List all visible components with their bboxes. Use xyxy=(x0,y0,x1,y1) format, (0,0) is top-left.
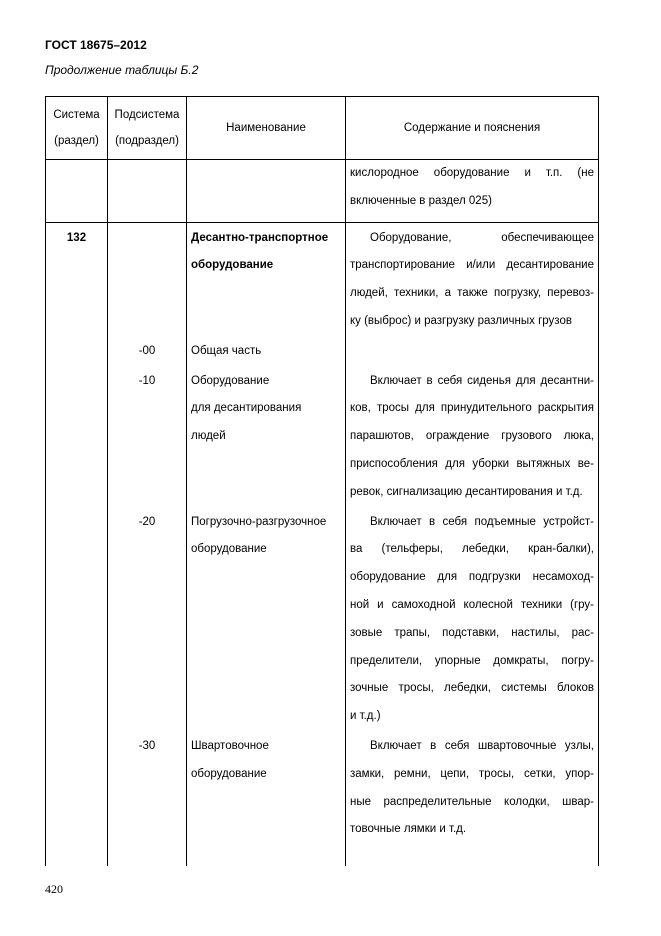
table-header-row xyxy=(46,97,599,160)
table-row-carry-over xyxy=(46,160,599,223)
header-system: Система (раздел) xyxy=(46,97,108,160)
subsystem-name: Общая часть xyxy=(187,336,346,366)
table-continuation-caption: Продолжение таблицы Б.2 xyxy=(45,63,199,77)
table-row-subsystem-30 xyxy=(46,731,599,844)
table-row-continues xyxy=(46,844,599,866)
header-name: Наименование xyxy=(187,97,346,160)
subsystem-description: Включает в себя сиденья для десантни- ков, тросы для принудительного раскрытия парашютов, ограждение грузового люка, приспособления для уборки вытяжных ве- ревок, сигнализацию десантирования и т.д. xyxy=(346,366,599,507)
subsystem-code: -10 xyxy=(108,366,187,507)
table-row-subsystem-10 xyxy=(46,366,599,507)
system-name: Десантно-транспортное оборудование xyxy=(187,222,346,336)
header-description: Содержание и пояснения xyxy=(346,97,599,160)
subsystem-code: -20 xyxy=(108,507,187,731)
subsystem-name: Оборудование для десантирования людей xyxy=(187,366,346,507)
table-row-system xyxy=(46,222,599,336)
subsystem-description: Включает в себя швартовочные узлы, замки, ремни, цепи, тросы, сетки, упор- ные распределительные колодки, швар- товочные лямки и т.д. xyxy=(346,731,599,844)
subsystem-name: Швартовочное оборудование xyxy=(187,731,346,844)
page-number: 420 xyxy=(45,882,63,896)
subsystem-code: -00 xyxy=(108,336,187,366)
system-description: Оборудование, обеспечивающее транспортирование и/или десантирование людей, техники, а также погрузку, перевоз- ку (выброс) и разгрузку различных грузов xyxy=(346,222,599,336)
table-row-subsystem-00 xyxy=(46,336,599,366)
subsystem-name: Погрузочно-разгрузочное оборудование xyxy=(187,507,346,731)
classification-table xyxy=(45,96,599,866)
header-subsystem: Подсистема (подраздел) xyxy=(108,97,187,160)
description-cell: кислородное оборудование и т.п. (не включенные в раздел 025) xyxy=(346,160,599,223)
document-code: ГОСТ 18675–2012 xyxy=(45,38,147,52)
subsystem-code: -30 xyxy=(108,731,187,844)
subsystem-description: Включает в себя подъемные устройст- ва (тельферы, лебедки, кран-балки), оборудование для подгрузки несамоход- ной и самоходной колесной техники (гру- зовые трапы, подставки, настилы, рас- пределители, упорные домкраты, погру- зочные тросы, лебедки, системы блоков и т.д.) xyxy=(346,507,599,731)
system-code: 132 xyxy=(46,222,108,336)
table-row-subsystem-20 xyxy=(46,507,599,731)
